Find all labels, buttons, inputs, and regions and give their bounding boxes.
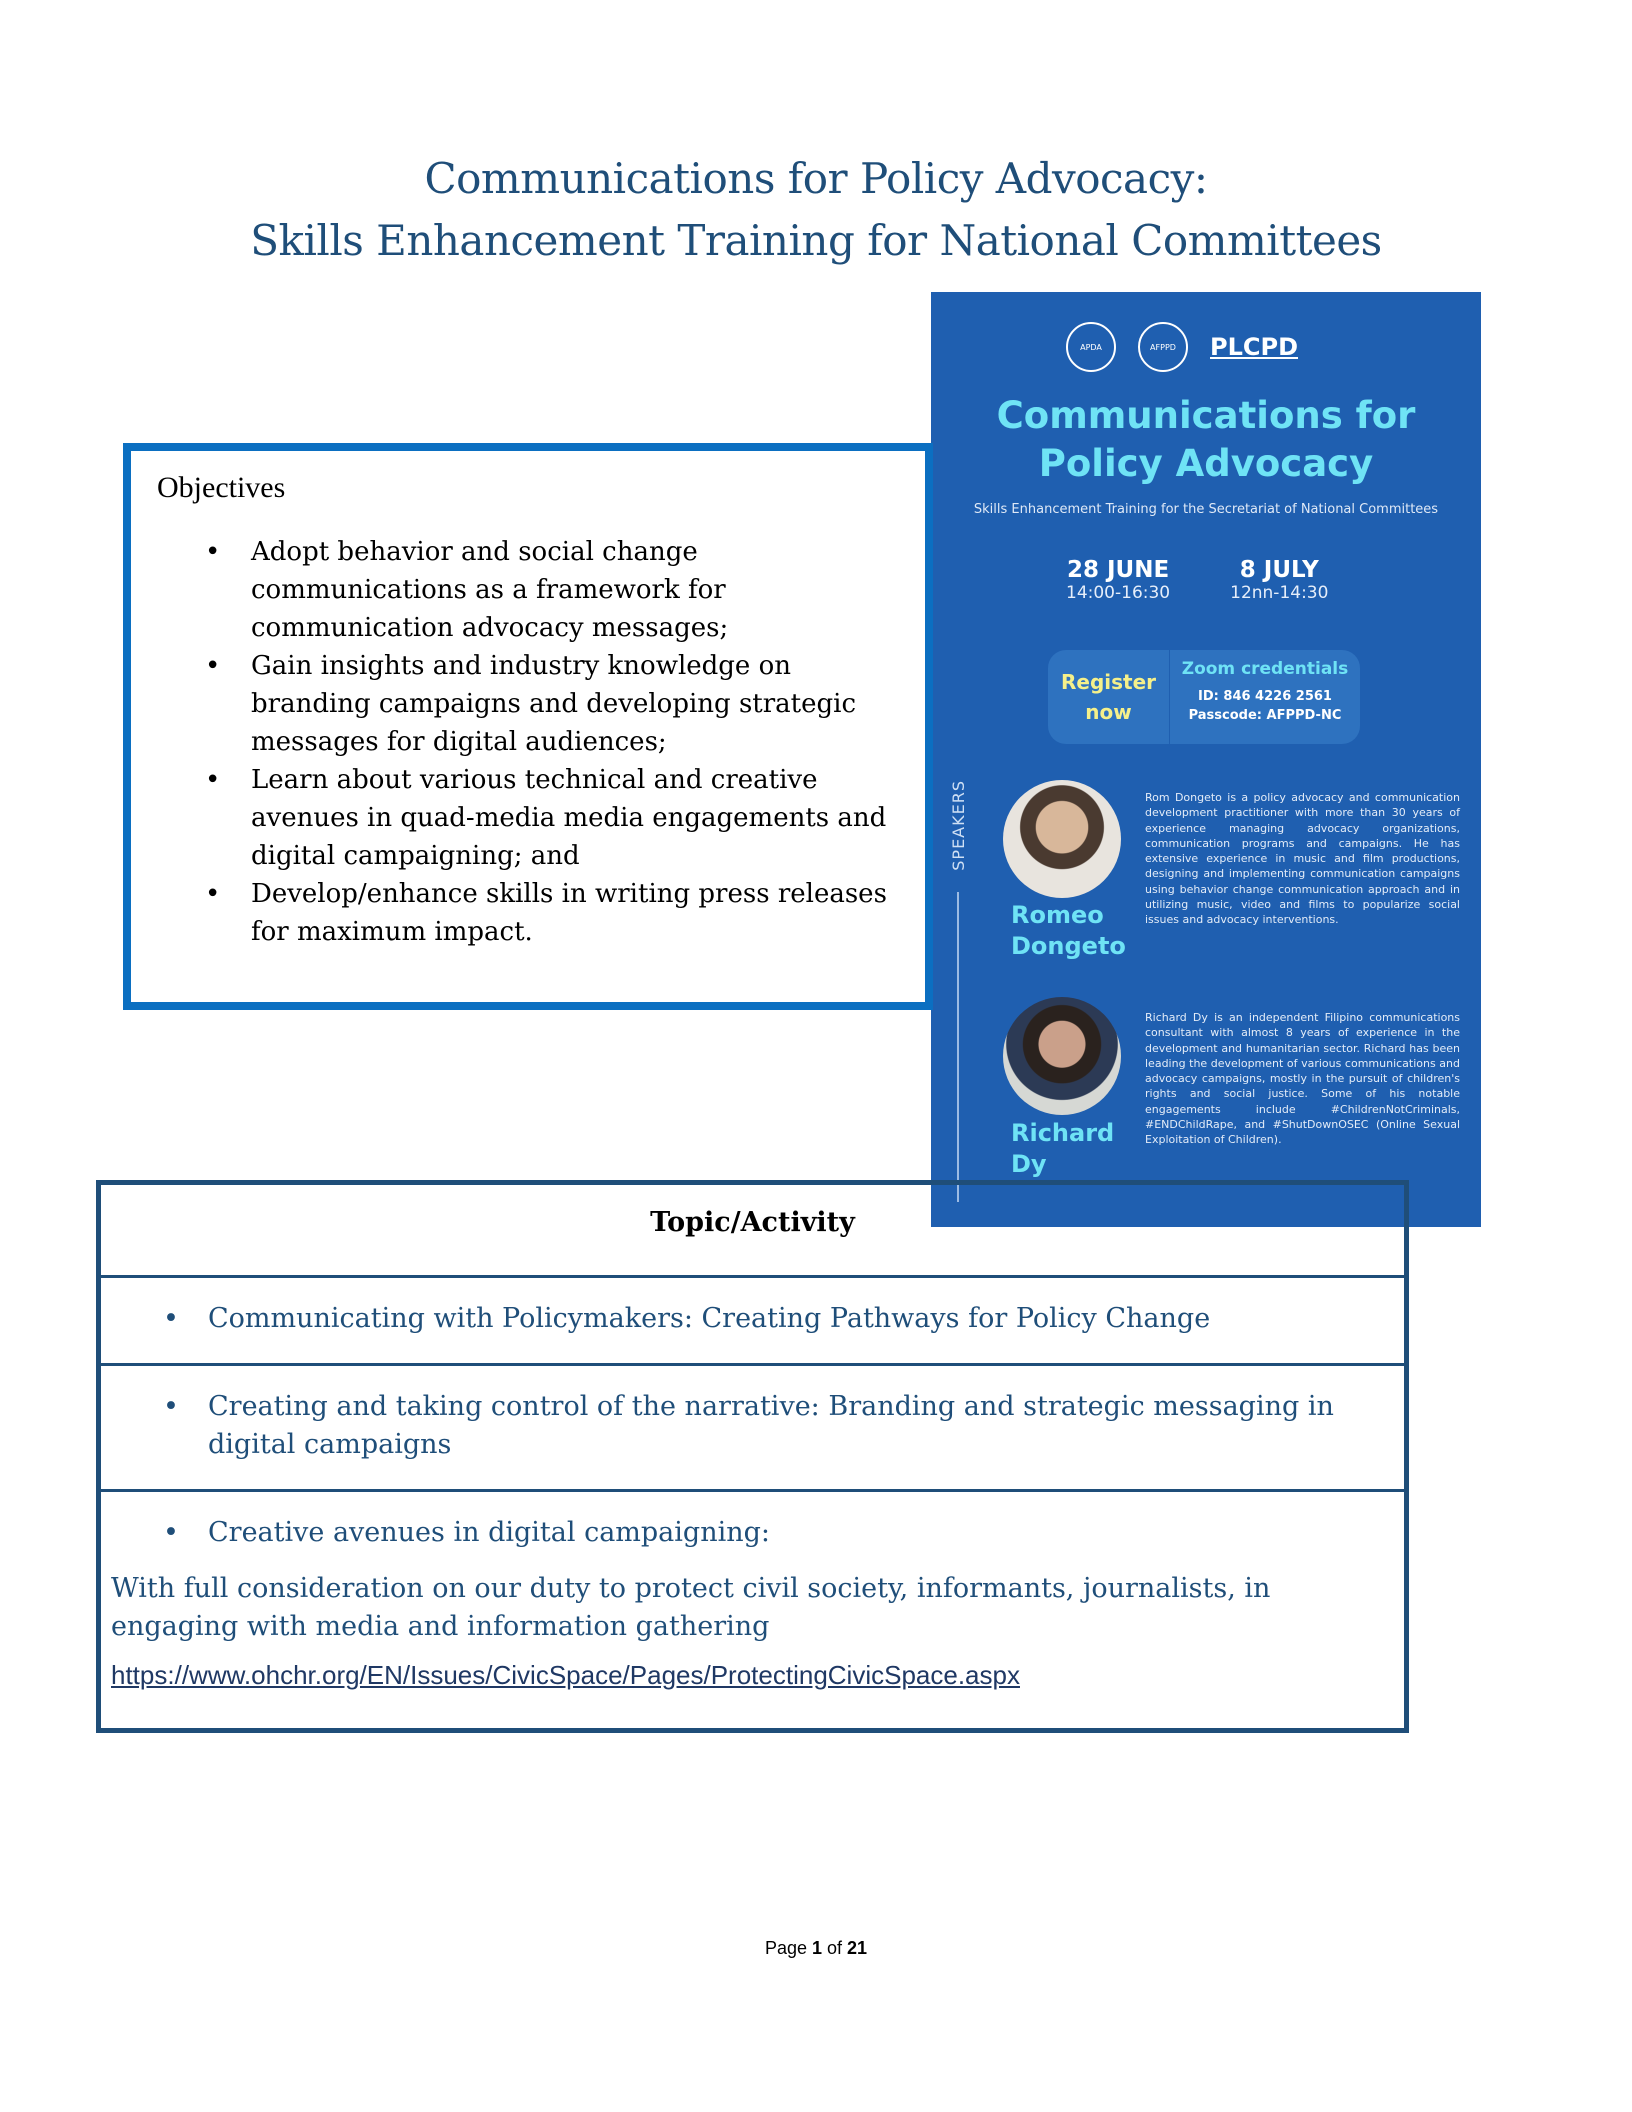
date-label: 8 JULY bbox=[1239, 557, 1319, 583]
logo-row bbox=[1066, 322, 1298, 372]
date-label: 28 JUNE bbox=[1066, 557, 1170, 583]
event-poster bbox=[931, 292, 1481, 1227]
divider bbox=[957, 892, 959, 1202]
speaker-name: Richard Dy bbox=[1011, 1119, 1115, 1178]
poster-title bbox=[931, 392, 1481, 488]
objective-item: • Gain insights and industry knowledge on branding campaigns and developing strategic messages for digital audiences; bbox=[205, 647, 905, 761]
topic-item: • Creative avenues in digital campaigning: bbox=[101, 1514, 1404, 1552]
speaker-photo-romeo bbox=[1003, 780, 1121, 898]
poster-title-line-2: Policy Advocacy bbox=[1038, 442, 1374, 485]
topic-activity-table bbox=[96, 1180, 1409, 1733]
table-note: With full consideration on our duty to protect civil society, informants, journalists, in engaging with media and information gathering bbox=[111, 1573, 1271, 1642]
speaker-photo-richard bbox=[1003, 997, 1121, 1115]
zoom-id: ID: 846 4226 2561 bbox=[1198, 689, 1332, 704]
page-number: Page 1 of 21 bbox=[764, 1938, 868, 1958]
title-line-2: Skills Enhancement Training for National Committees bbox=[250, 216, 1382, 265]
zoom-passcode: Passcode: AFPPD-NC bbox=[1188, 708, 1342, 723]
objectives-box bbox=[123, 443, 933, 1010]
objective-item: • Develop/enhance skills in writing press releases for maximum impact. bbox=[205, 875, 905, 951]
topic-item: • Communicating with Policymakers: Creating Pathways for Policy Change bbox=[101, 1300, 1404, 1338]
objective-item: • Adopt behavior and social change communications as a framework for communication advocacy messages; bbox=[205, 533, 905, 647]
apda-logo: APDA bbox=[1066, 322, 1116, 372]
speaker-name: Romeo Dongeto bbox=[1011, 901, 1126, 960]
table-row bbox=[101, 1492, 1404, 1691]
registration-panel bbox=[1048, 650, 1360, 744]
ohchr-link[interactable]: https://www.ohchr.org/EN/Issues/CivicSpace/Pages/ProtectingCivicSpace.aspx bbox=[111, 1660, 1020, 1690]
objective-item: • Learn about various technical and creative avenues in quad-media media engagements and digital campaigning; and bbox=[205, 761, 905, 875]
event-dates bbox=[1066, 557, 1328, 603]
objectives-heading: Objectives bbox=[157, 471, 286, 504]
topic-item: • Creating and taking control of the narrative: Branding and strategic messaging in digital campaigns bbox=[101, 1388, 1404, 1464]
date-2 bbox=[1230, 557, 1328, 603]
zoom-heading: Zoom credentials bbox=[1181, 659, 1349, 679]
title-line-1: Communications for Policy Advocacy: bbox=[424, 154, 1208, 203]
time-label: 12nn-14:30 bbox=[1230, 583, 1329, 603]
register-now-label: Register now bbox=[1048, 650, 1170, 744]
time-label: 14:00-16:30 bbox=[1066, 583, 1171, 603]
table-header: Topic/Activity bbox=[101, 1185, 1404, 1278]
afppd-logo: AFPPD bbox=[1138, 322, 1188, 372]
poster-subtitle: Skills Enhancement Training for the Secretariat of National Committees bbox=[973, 502, 1439, 517]
table-row bbox=[101, 1366, 1404, 1492]
speaker-bio: Richard Dy is an independent Filipino communications consultant with almost 8 years of experience in the development and humanitarian sector. Richard has been leading the development of various communications and advocacy campaigns, mostly in the pursuit of children's rights and social justice. Some of his notable engagements include #ChildrenNotCriminals, #ENDChildRape, and #ShutDownOSEC (Online Sexual Exploitation of Children). bbox=[1145, 1011, 1460, 1147]
plcpd-logo: PLCPD bbox=[1210, 333, 1299, 361]
date-1 bbox=[1066, 557, 1170, 603]
speakers-label: SPEAKERS bbox=[949, 780, 968, 871]
speaker-bio: Rom Dongeto is a policy advocacy and communication development practitioner with more than 30 years of experience managing advocacy organizations, communication programs and campaigns. He has extensive experience in music and film productions, designing and implementing communication campaigns using behavior change communication approach and in utilizing music, video and films to popularize social issues and advocacy interventions. bbox=[1145, 791, 1460, 927]
poster-title-line-1: Communications for bbox=[996, 394, 1416, 437]
table-row bbox=[101, 1278, 1404, 1366]
document-title bbox=[0, 148, 1632, 272]
